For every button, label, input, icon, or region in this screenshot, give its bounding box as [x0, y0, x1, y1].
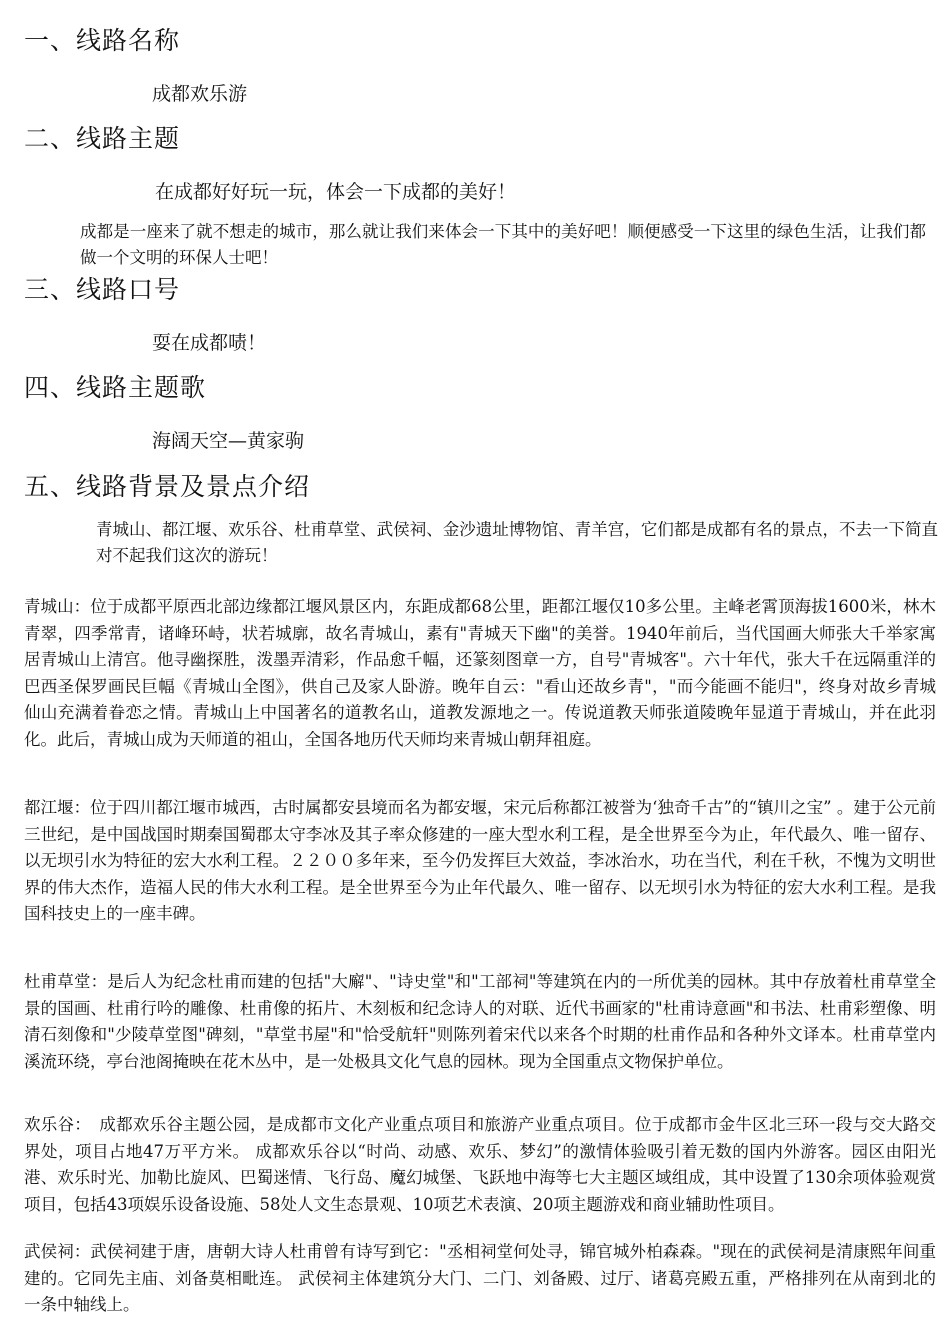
route-slogan: 耍在成都啧！: [152, 332, 267, 354]
section-heading-route-theme: 二、线路主题: [24, 124, 181, 153]
background-intro: 青城山、都江堰、欢乐谷、杜甫草堂、武侯祠、金沙遗址博物馆、青羊宫，它们都是成都有名的景点，不去一下简直对不起我们这次的游玩！: [96, 520, 938, 565]
attraction-happy-valley: 欢乐谷： 成都欢乐谷主题公园，是成都市文化产业重点项目和旅游产业重点项目。位于成都市金牛区北三环一段与交大路交界处，项目占地47万平方米。 成都欢乐谷以“时尚、动感、欢乐、梦幻”的激情体验吸引着无数的国内外游客。园区由阳光港、欢乐时光、加勒比旋风、巴蜀迷情、飞行岛、魔幻城堡、飞跃地中海等七大主题区域组成，其中设置了130余项体验观赏项目，包括43项娱乐设备设施、58处人文生态景观、10项艺术表演、20项主题游戏和商业辅助性项目。: [24, 1115, 936, 1214]
attraction-qingchengshan: 青城山：位于成都平原西北部边缘都江堰风景区内，东距成都68公里，距都江堰仅10多公里。主峰老霄顶海拔1600米，林木青翠，四季常青，诸峰环峙，状若城廓，故名青城山，素有"青城天下幽"的美誉。1940年前后，当代国画大师张大千举家寓居青城山上清宫。他寻幽探胜，泼墨弄清彩，作品愈千幅，还篆刻图章一方，自号"青城客"。六十年代，张大千在远隔重洋的巴西圣保罗画民巨幅《青城山全图》，供自己及家人卧游。晚年自云："看山还故乡青"，"而今能画不能归"，终身对故乡青城仙山充满着眷恋之情。青城山上中国著名的道教名山，道教发源地之一。传说道教天师张道陵晚年显道于青城山，并在此羽化。此后，青城山成为天师道的祖山，全国各地历代天师均来青城山朝拜祖庭。: [24, 597, 936, 749]
attraction-dujiangyan: 都江堰：位于四川都江堰市城西，古时属都安县境而名为都安堰，宋元后称都江被誉为‘独奇千古”的“镇川之宝” 。建于公元前三世纪，是中国战国时期秦国蜀郡太守李冰及其子率众修建的一座大型水利工程，是全世界至今为止，年代最久、唯一留存、以无坝引水为特征的宏大水利工程。２２００多年来，至今仍发挥巨大效益，李冰治水，功在当代，利在千秋，不愧为文明世界的伟大杰作，造福人民的伟大水利工程。是全世界至今为止年代最久、唯一留存、以无坝引水为特征的宏大水利工程。是我国科技史上的一座丰碑。: [24, 798, 936, 923]
route-theme: 在成都好好玩一玩，体会一下成都的美好！: [155, 181, 517, 203]
attraction-dufu-caotang: 杜甫草堂：是后人为纪念杜甫而建的包括"大廨"、"诗史堂"和"工部祠"等建筑在内的一所优美的园林。其中存放着杜甫草堂全景的国画、杜甫行吟的雕像、杜甫像的拓片、木刻板和纪念诗人的对联、近代书画家的"杜甫诗意画"和书法、杜甫彩塑像、明清石刻像和"少陵草堂图"碑刻，"草堂书屋"和"恰受航轩"则陈列着宋代以来各个时期的杜甫作品和各种外文译本。杜甫草堂内溪流环绕，亭台池阁掩映在花木丛中，是一处极具文化气息的园林。现为全国重点文物保护单位。: [24, 972, 936, 1071]
section-heading-route-name: 一、线路名称: [24, 26, 181, 55]
section-heading-route-song: 四、线路主题歌: [24, 373, 207, 402]
section-heading-background: 五、线路背景及景点介绍: [24, 472, 311, 501]
attraction-wuhouci: 武侯祠：武侯祠建于唐，唐朝大诗人杜甫曾有诗写到它："丞相祠堂何处寻，锦官城外柏森森。"现在的武侯祠是清康熙年间重建的。它同先主庙、刘备莫相毗连。 武侯祠主体建筑分大门、二门、刘备殿、过厅、诸葛亮殿五重，严格排列在从南到北的一条中轴线上。: [24, 1242, 936, 1314]
route-song: 海阔天空—黄家驹: [152, 430, 305, 452]
section-heading-route-slogan: 三、线路口号: [24, 275, 181, 304]
route-theme-description: 成都是一座来了就不想走的城市，那么就让我们来体会一下其中的美好吧！顺便感受一下这里的绿色生活，让我们都做一个文明的环保人士吧！: [80, 222, 926, 267]
route-name: 成都欢乐游: [152, 83, 248, 105]
